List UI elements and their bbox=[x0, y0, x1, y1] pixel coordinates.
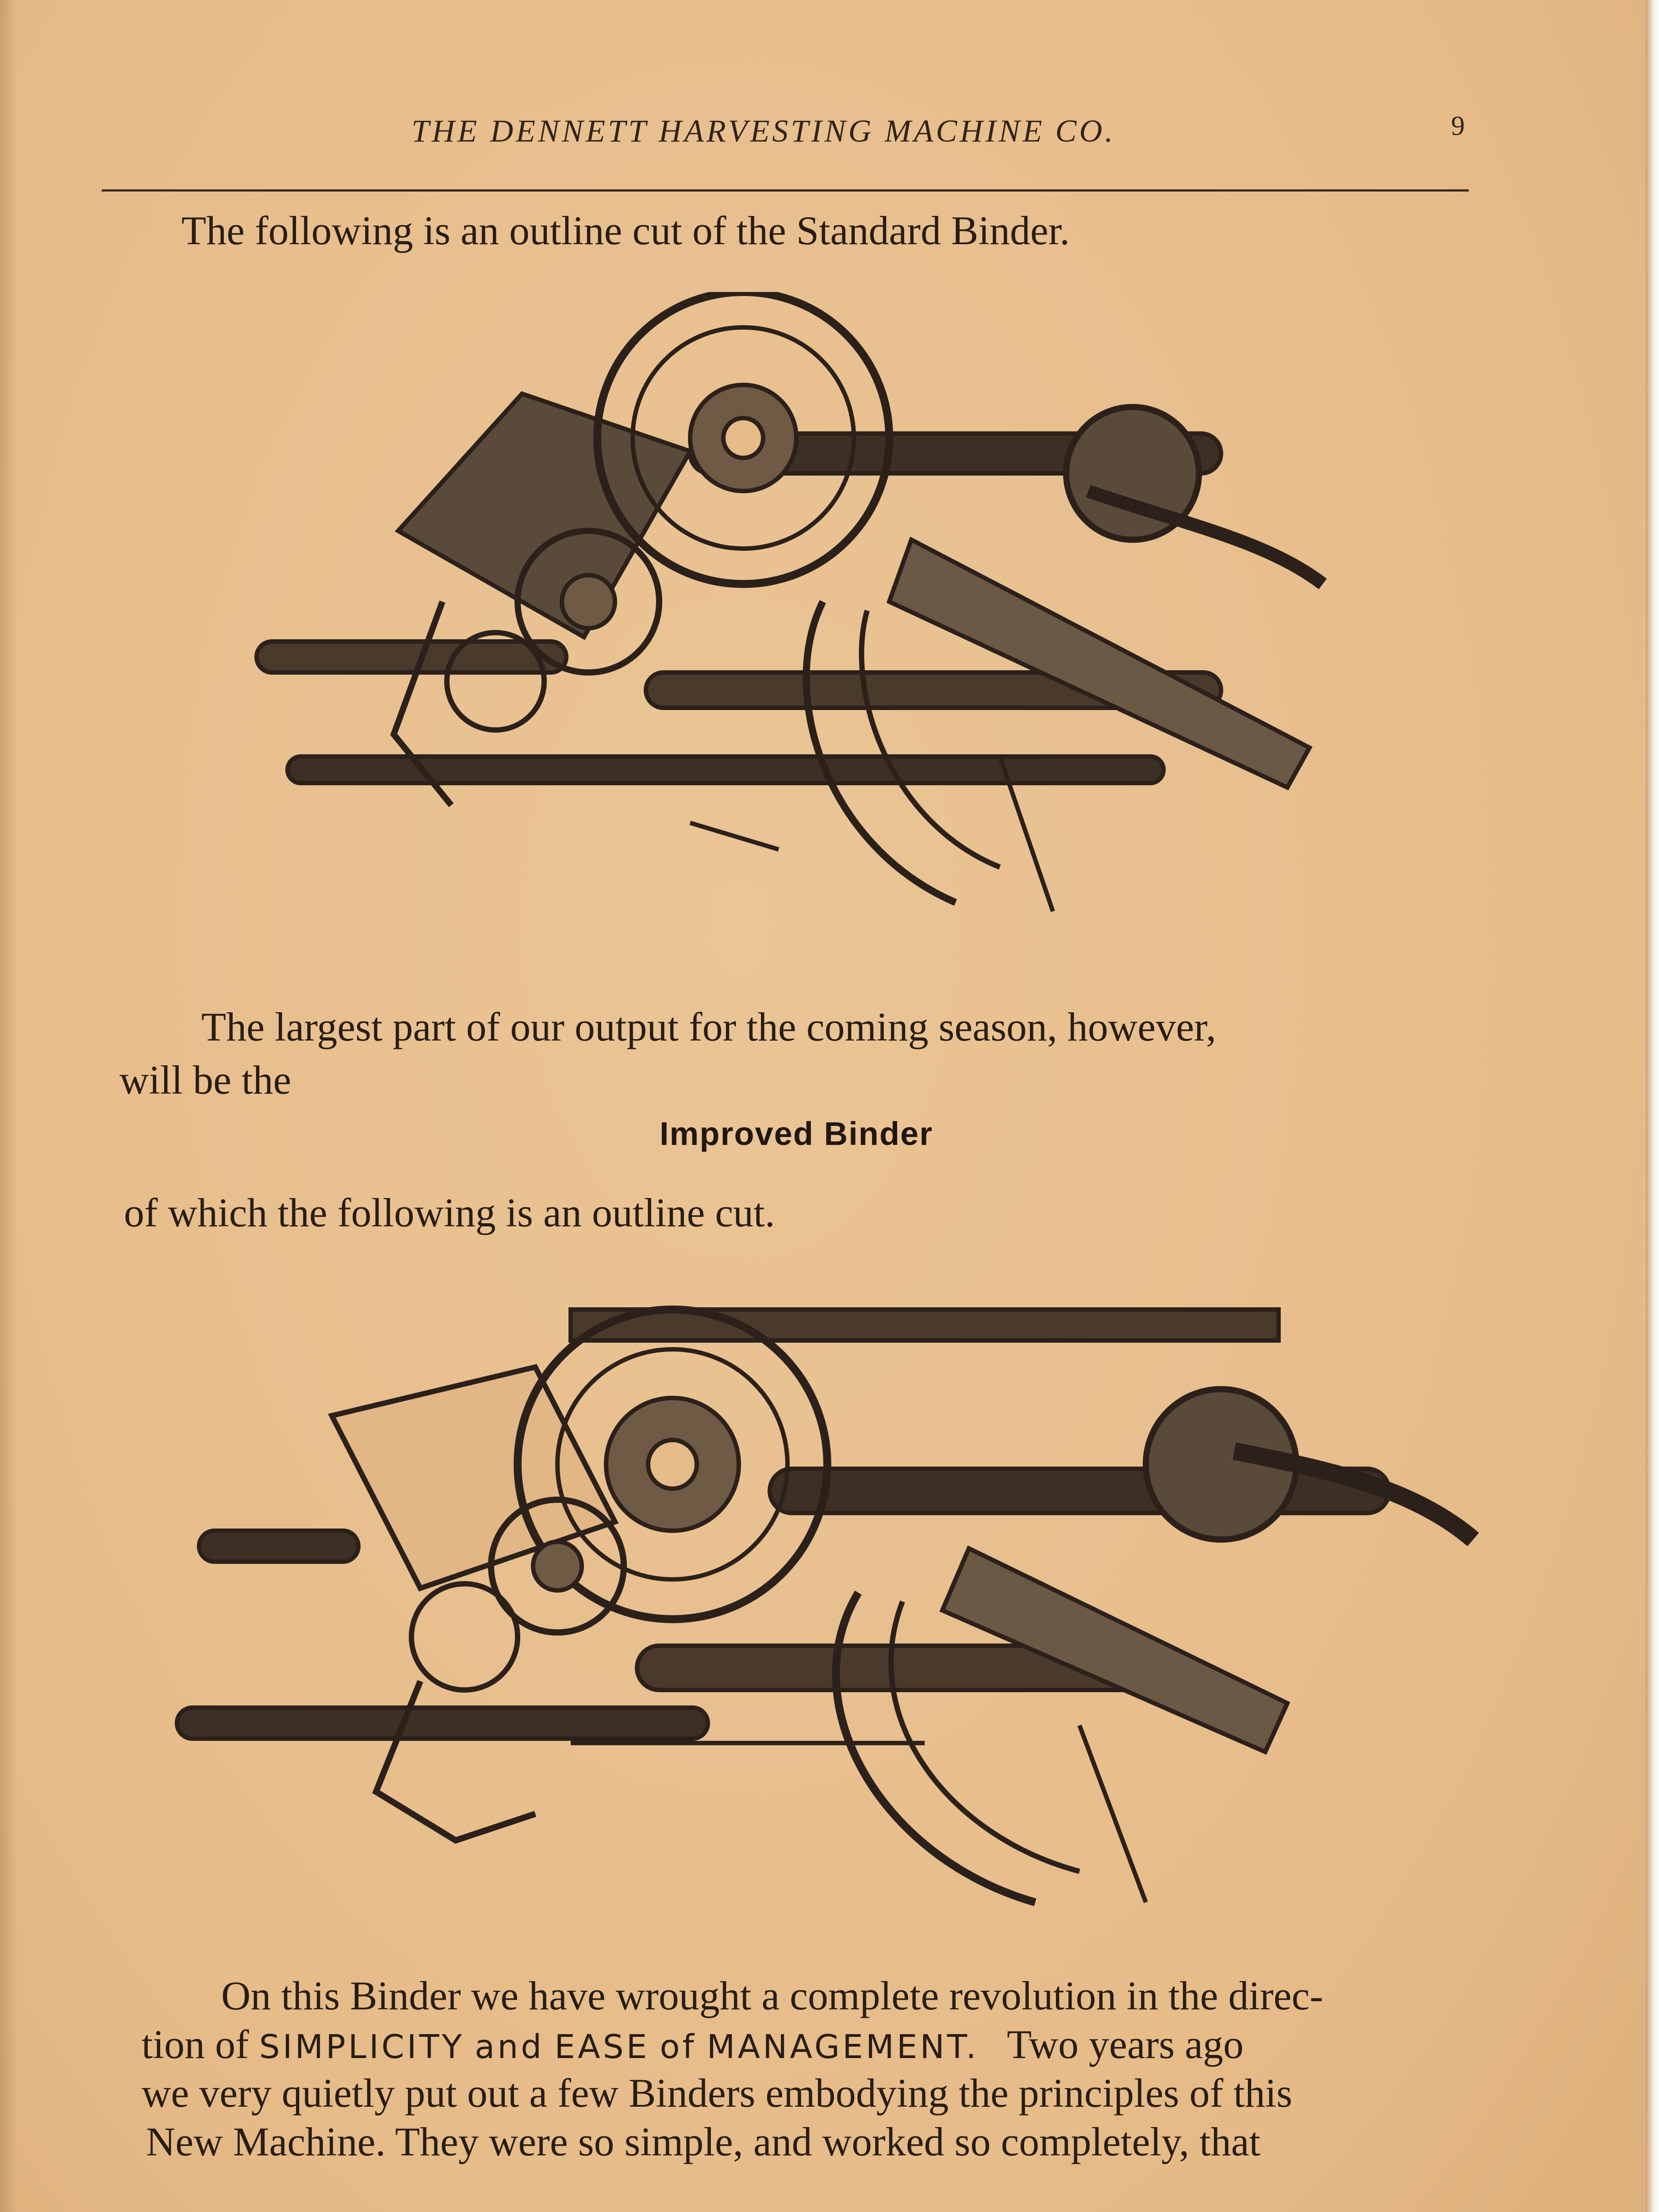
paragraph-output-line2: will be the bbox=[119, 1057, 292, 1102]
text-tion-of: tion of bbox=[142, 2022, 249, 2067]
text-and: and bbox=[474, 2028, 545, 2066]
standard-binder-figure bbox=[248, 292, 1336, 956]
header-rule bbox=[102, 189, 1469, 192]
binder-deck-panel bbox=[398, 394, 690, 637]
page-edge bbox=[1646, 0, 1659, 2212]
improved-binder-heading: Improved Binder bbox=[660, 1115, 933, 1152]
text-two-years-ago: Two years ago bbox=[1006, 2022, 1244, 2067]
gutter-shadow bbox=[0, 0, 18, 2212]
text-management: MANAGEMENT. bbox=[707, 2028, 979, 2066]
improved-shaft-lower bbox=[177, 1708, 708, 1739]
paragraph-revolution-line4: New Machine. They were so simple, and worked so completely, that bbox=[146, 2119, 1261, 2164]
text-of: of bbox=[660, 2028, 697, 2066]
text-simplicity: SIMPLICITY bbox=[259, 2028, 465, 2066]
running-title: THE DENNETT HARVESTING MACHINE CO. bbox=[411, 113, 1116, 149]
paragraph-output-line1: The largest part of our output for the coming season, however, bbox=[201, 1004, 1216, 1049]
paragraph-revolution-line3: we very quietly put out a few Binders embodying the principles of this bbox=[142, 2070, 1293, 2116]
improved-binder-figure bbox=[173, 1283, 1486, 1924]
binder-shaft-upper bbox=[257, 641, 566, 672]
standard-binder-engraving bbox=[248, 292, 1336, 956]
binder-platform bbox=[889, 540, 1310, 787]
improved-binder-engraving bbox=[173, 1283, 1486, 1924]
text-ease: EASE bbox=[554, 2028, 650, 2066]
paragraph-revolution-line2 bbox=[142, 2022, 1244, 2070]
paragraph-standard-binder-intro: The following is an outline cut of the Standard Binder. bbox=[181, 208, 1070, 253]
paragraph-revolution-line1: On this Binder we have wrought a complete revolution in the direc- bbox=[221, 1973, 1323, 2018]
paragraph-outline-cut: of which the following is an outline cut. bbox=[124, 1190, 775, 1235]
improved-shaft-left bbox=[199, 1531, 358, 1562]
page-number: 9 bbox=[1451, 111, 1465, 141]
